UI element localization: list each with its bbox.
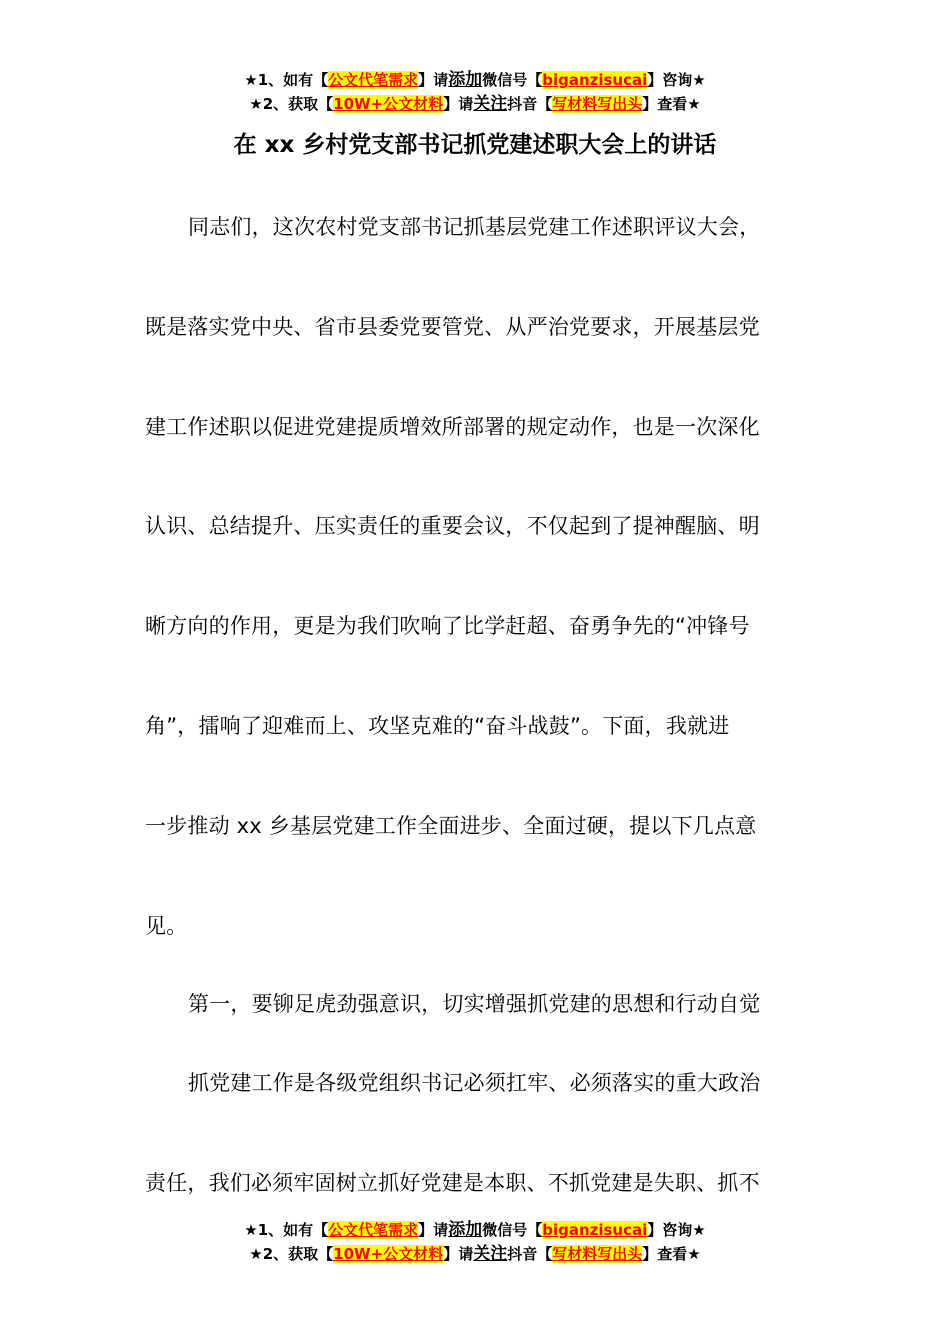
bottom-banner — [0, 1218, 950, 1266]
banner-text: 】请 — [418, 71, 449, 89]
section-heading: 第一，要铆足虎劲强意识，切实增强抓党建的思想和行动自觉 — [188, 992, 761, 1016]
banner-line-1 — [0, 68, 950, 92]
banner-highlight: 公文代笔需求 — [328, 1221, 419, 1239]
banner-line-2 — [0, 1242, 950, 1266]
banner-highlight: 写材料写出头 — [552, 1245, 643, 1263]
body-line: 见。 — [145, 914, 188, 938]
banner-text: 】咨询★ — [647, 1221, 706, 1239]
banner-text: 微信号【 — [482, 1221, 543, 1239]
banner-highlight: 10W+公文材料 — [333, 95, 444, 113]
banner-text: 】查看★ — [642, 1245, 701, 1263]
banner-highlight: 写材料写出头 — [552, 95, 643, 113]
banner-text: 】请 — [443, 1245, 474, 1263]
banner-line-1 — [0, 1218, 950, 1242]
banner-text: ★2、获取【 — [249, 95, 334, 113]
body-line: 既是落实党中央、省市县委党要管党、从严治党要求，开展基层党 — [145, 315, 760, 339]
document-title: 在 xx 乡村党支部书记抓党建述职大会上的讲话 — [233, 132, 717, 158]
banner-text: 抖音【 — [507, 95, 553, 113]
body-line: 建工作述职以促进党建提质增效所部署的规定动作，也是一次深化 — [145, 415, 760, 439]
body-line: 晰方向的作用，更是为我们吹响了比学赶超、奋勇争先的“冲锋号 — [145, 614, 750, 638]
banner-highlight: biganzisucai — [542, 1221, 648, 1239]
banner-text: 】请 — [418, 1221, 449, 1239]
banner-text: 】查看★ — [642, 95, 701, 113]
body-line: 责任，我们必须牢固树立抓好党建是本职、不抓党建是失职、抓不 — [145, 1171, 760, 1195]
body-line: 角”，擂响了迎难而上、攻坚克难的“奋斗战鼓”。下面，我就进 — [145, 714, 730, 738]
banner-emphasis: 添加 — [448, 70, 483, 90]
banner-text: 抖音【 — [507, 1245, 553, 1263]
banner-text: ★1、如有【 — [244, 71, 329, 89]
banner-highlight: 10W+公文材料 — [333, 1245, 444, 1263]
banner-emphasis: 添加 — [448, 1220, 483, 1240]
banner-emphasis: 关注 — [473, 1244, 508, 1264]
body-line: 同志们，这次农村党支部书记抓基层党建工作述职评议大会， — [188, 215, 761, 239]
body-line: 一步推动 xx 乡基层党建工作全面进步、全面过硬，提以下几点意 — [145, 814, 757, 838]
banner-line-2 — [0, 92, 950, 116]
banner-text: 】请 — [443, 95, 474, 113]
top-banner — [0, 68, 950, 116]
banner-text: ★2、获取【 — [249, 1245, 334, 1263]
banner-text: 微信号【 — [482, 71, 543, 89]
banner-highlight: 公文代笔需求 — [328, 71, 419, 89]
body-line: 认识、总结提升、压实责任的重要会议，不仅起到了提神醒脑、明 — [145, 514, 760, 538]
banner-text: 】咨询★ — [647, 71, 706, 89]
body-line: 抓党建工作是各级党组织书记必须扛牢、必须落实的重大政治 — [188, 1071, 761, 1095]
banner-highlight: biganzisucai — [542, 71, 648, 89]
banner-text: ★1、如有【 — [244, 1221, 329, 1239]
banner-emphasis: 关注 — [473, 94, 508, 114]
